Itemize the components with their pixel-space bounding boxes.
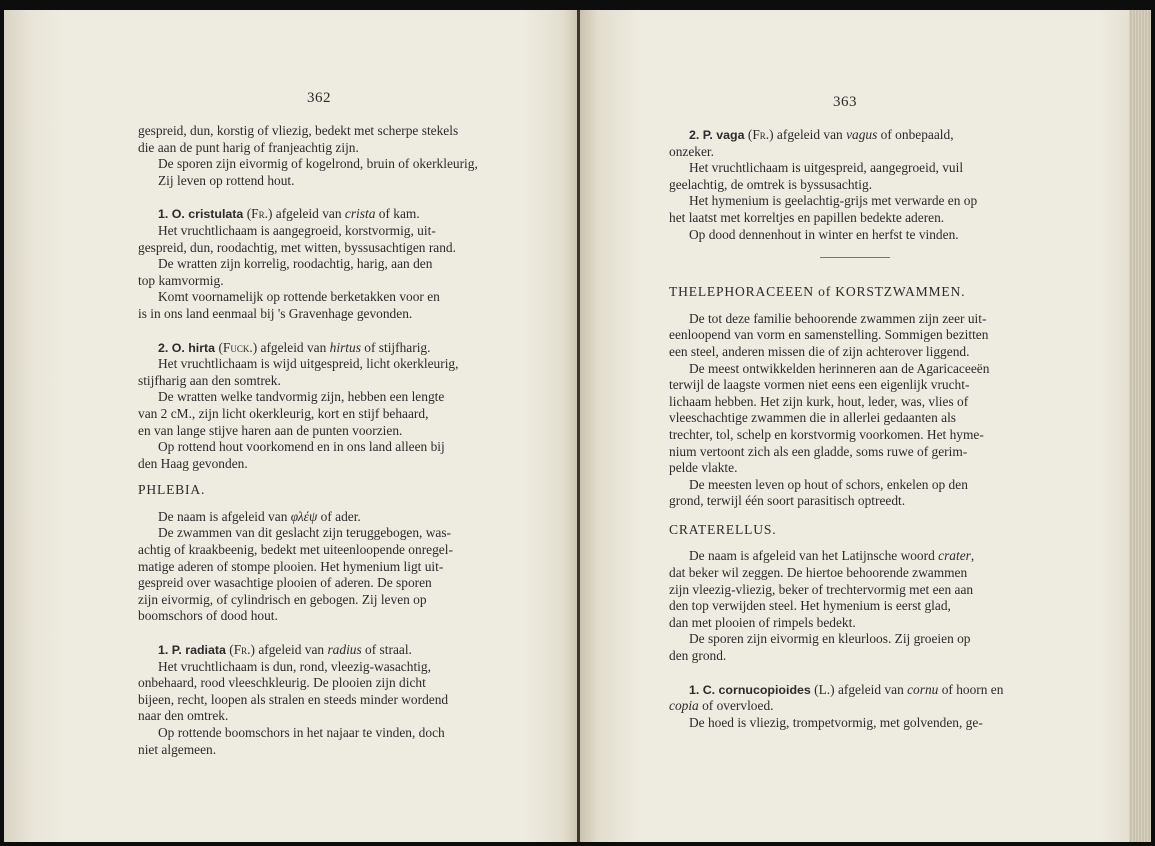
book-spread bbox=[4, 10, 1151, 842]
text-line: naar den omtrek. bbox=[138, 708, 229, 724]
text-line: een steel, anderen missen die of zijn achterover liggend. bbox=[669, 343, 970, 359]
text-line: Het hymenium is geelachtig-grijs met verwarde en op bbox=[689, 193, 978, 209]
text-line: den grond. bbox=[669, 648, 727, 664]
text-line: en van lange stijve haren aan de punten voorzien. bbox=[138, 422, 403, 438]
text-line: De meest ontwikkelden herinneren aan de Agaricaceeën bbox=[689, 360, 990, 376]
text-line: is in ons land eenmaal bij 's Gravenhage gevonden. bbox=[138, 305, 413, 321]
text-line: dat beker wil zeggen. De hiertoe behoorende zwammen bbox=[669, 565, 968, 581]
species-entry: 2. P. vaga (Fr.) afgeleid van vagus of onbepaald, bbox=[689, 127, 954, 142]
text-line: vleeschachtige zwammen die in allerlei gedaanten als bbox=[669, 410, 957, 426]
right-page-text bbox=[669, 127, 1041, 731]
text-line: den Haag gevonden. bbox=[138, 455, 248, 471]
species-entry: 2. O. hirta (Fuck.) afgeleid van hirtus of stijfharig. bbox=[158, 339, 431, 355]
text-line: bijeen, recht, loopen als stralen en steeds minder wordend bbox=[138, 691, 449, 707]
text-line: lichaam hebben. Het zijn kurk, hout, leder, was, vlies of bbox=[669, 393, 969, 409]
text-line: Het vruchtlichaam is aangegroeid, korstvormig, uit- bbox=[158, 222, 436, 238]
species-entry: 1. P. radiata (Fr.) afgeleid van radius of straal. bbox=[158, 642, 412, 658]
text-line: onzeker. bbox=[669, 143, 714, 159]
text-line: Op dood dennenhout in winter en herfst te vinden. bbox=[689, 226, 959, 242]
text-line: niet algemeen. bbox=[138, 741, 217, 757]
family-heading: THELEPHORACEEEN of KORSTZWAMMEN. bbox=[669, 284, 966, 300]
page-edges-right bbox=[1129, 10, 1151, 842]
text-line: gespreid over wasachtige plooien of aderen. De sporen bbox=[138, 575, 432, 591]
text-line: matige aderen of stompe plooien. Het hymenium ligt uit- bbox=[138, 558, 444, 574]
text-line: achtig of kraakbeenig, bedekt met uiteenloopende onregel- bbox=[138, 542, 453, 558]
text-line: Komt voornamelijk op rottende berketakken voor en bbox=[158, 289, 440, 305]
text-line: De sporen zijn eivormig of kogelrond, bruin of okerkleurig, bbox=[158, 156, 478, 172]
text-line: De zwammen van dit geslacht zijn teruggebogen, was- bbox=[158, 525, 452, 541]
text-line: De wratten welke tandvormig zijn, hebben een lengte bbox=[158, 389, 445, 405]
text-line: pelde vlakte. bbox=[669, 460, 738, 476]
text-line: die aan de punt harig of franjeachtig zijn. bbox=[138, 139, 359, 155]
text-line: top kamvormig. bbox=[138, 272, 224, 288]
text-line: terwijl de laagste vormen niet eens een eigenlijk vrucht- bbox=[669, 377, 970, 393]
species-entry: 1. O. cristulata (Fr.) afgeleid van crista of kam. bbox=[158, 206, 420, 222]
text-line: Op rottende boomschors in het najaar te vinden, doch bbox=[158, 725, 445, 740]
text-line: nium vertoont zich als een gladde, soms ruwe of gerim- bbox=[669, 443, 968, 459]
text-line: gespreid, dun, korstig of vliezig, bedekt met scherpe stekels bbox=[138, 123, 459, 138]
text-line: copia of overvloed. bbox=[669, 698, 774, 714]
page-number: 362 bbox=[307, 90, 331, 106]
text-line: eenloopend van vorm en samenstelling. Sommigen bezitten bbox=[669, 327, 989, 343]
text-line: De wratten zijn korrelig, roodachtig, harig, aan den bbox=[158, 256, 433, 272]
text-line: geelachtig, de omtrek is byssusachtig. bbox=[669, 176, 873, 192]
text-line: zijn eivormig, of cylindrisch en gebogen. Zij leven op bbox=[138, 591, 427, 607]
text-line: trechter, tol, schelp en korstvormig voorkomen. Het hyme- bbox=[669, 426, 984, 442]
right-page bbox=[580, 10, 1151, 842]
text-line: gespreid, dun, roodachtig, met witten, byssusachtigen rand. bbox=[138, 239, 456, 255]
text-line: Op rottend hout voorkomend en in ons land alleen bij bbox=[158, 439, 445, 455]
text-line: het laatst met korreltjes en papillen bedekte aderen. bbox=[669, 209, 945, 225]
text-line: stijfharig aan den somtrek. bbox=[138, 372, 281, 388]
text-line: Zij leven op rottend hout. bbox=[158, 172, 295, 188]
text-line: boomschors of dood hout. bbox=[138, 608, 278, 624]
left-page-text bbox=[138, 123, 508, 758]
text-line: den top verwijden steel. Het hymenium is eerst glad, bbox=[669, 598, 951, 614]
text-line: onbehaard, rood vleeschkleurig. De plooien zijn dicht bbox=[138, 675, 426, 691]
text-line: De naam is afgeleid van φλέψ of ader. bbox=[158, 508, 361, 524]
genus-heading: PHLEBIA. bbox=[138, 482, 206, 498]
text-line: zijn vleezig-vliezig, beker of trechtervormig met een aan bbox=[669, 581, 974, 597]
text-line: grond, terwijl één soort parasitisch optreedt. bbox=[669, 493, 906, 509]
text-line: dan met plooien of rimpels bedekt. bbox=[669, 614, 856, 630]
text-line: De meesten leven op hout of schors, enkelen op den bbox=[689, 476, 968, 492]
text-line: De hoed is vliezig, trompetvormig, met golvenden, ge- bbox=[689, 714, 983, 730]
text-line: Het vruchtlichaam is wijd uitgespreid, licht okerkleurig, bbox=[158, 356, 459, 372]
text-line: De naam is afgeleid van het Latijnsche woord crater, bbox=[689, 548, 975, 564]
genus-heading: CRATERELLUS. bbox=[669, 521, 777, 537]
text-line: van 2 cM., zijn licht okerkleurig, kort en stijf behaard, bbox=[138, 405, 429, 421]
text-line: Het vruchtlichaam is uitgespreid, aangegroeid, vuil bbox=[689, 160, 964, 176]
text-line: De sporen zijn eivormig en kleurloos. Zij groeien op bbox=[689, 631, 971, 647]
page-number: 363 bbox=[833, 94, 857, 110]
left-page bbox=[4, 10, 579, 842]
text-line: De tot deze familie behoorende zwammen zijn zeer uit- bbox=[689, 310, 987, 326]
text-line: Het vruchtlichaam is dun, rond, vleezig-wasachtig, bbox=[158, 658, 431, 674]
species-entry: 1. C. cornucopioides (L.) afgeleid van cornu of hoorn en bbox=[689, 681, 1004, 697]
